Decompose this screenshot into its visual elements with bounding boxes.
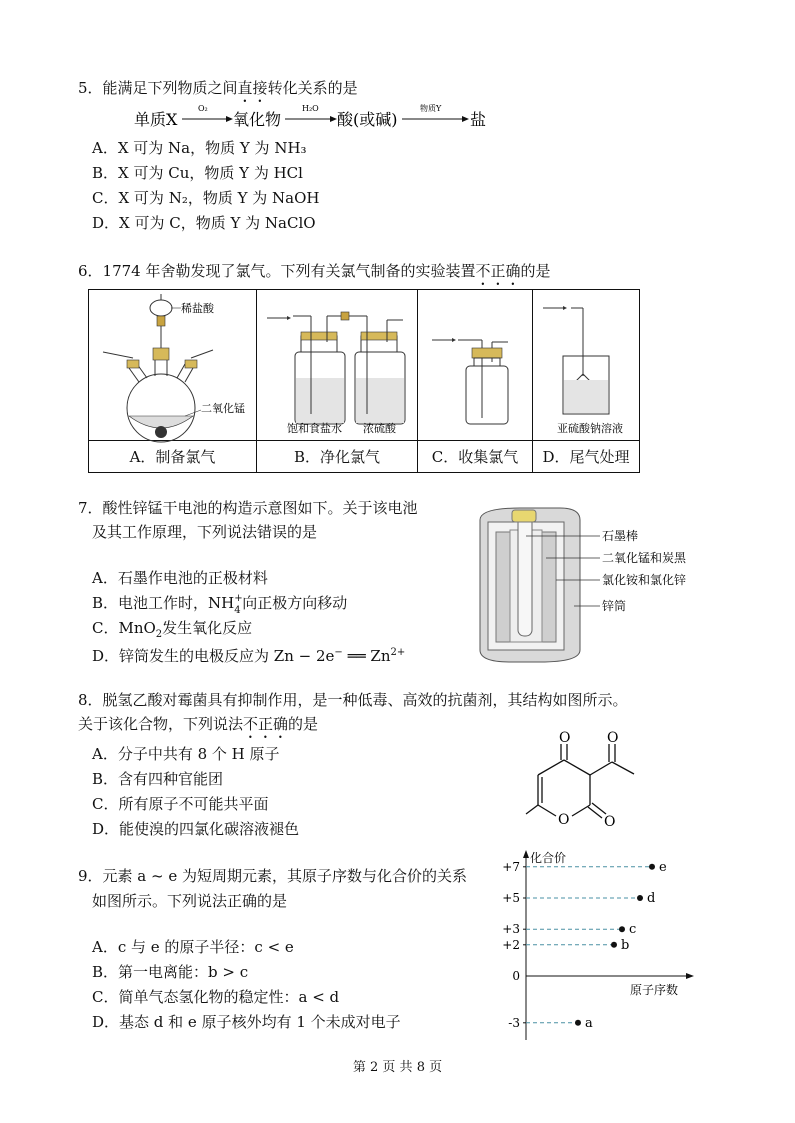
svg-text:酸(或碱): 酸(或碱) bbox=[337, 110, 398, 129]
q7-option-b: B．电池工作时，NH + 4 向正极方向移动 bbox=[92, 593, 348, 616]
y-tick-label: +2 bbox=[502, 937, 520, 952]
q9-option-d: D．基态 d 和 e 原子核外均有 1 个未成对电子 bbox=[92, 1013, 401, 1031]
apparatus-b bbox=[257, 290, 418, 441]
q5-option-d: D．X 可为 C，物质 Y 为 NaClO bbox=[92, 214, 316, 232]
q5-stem: 5．能满足下列物质之间直接转化关系的是 bbox=[78, 79, 358, 97]
q8-option-c: C．所有原子不可能共平面 bbox=[92, 795, 269, 813]
wash-bottles-diagram bbox=[257, 290, 417, 436]
svg-text:亚硫酸钠溶液: 亚硫酸钠溶液 bbox=[557, 422, 623, 435]
y-tick-label: +5 bbox=[502, 891, 520, 905]
q9-stem-line1: 9．元素 a ~ e 为短周期元素，其原子序数与化合价的关系 bbox=[78, 867, 468, 885]
q9-option-c: C．简单气态氢化物的稳定性：a < d bbox=[92, 988, 340, 1006]
label-nh4cl: 氯化铵和氯化锌 bbox=[602, 573, 687, 587]
caption-c: C．收集氯气 bbox=[418, 441, 533, 473]
q6-apparatus-table bbox=[88, 289, 640, 473]
svg-text:O₂: O₂ bbox=[198, 104, 208, 113]
point-e bbox=[649, 864, 655, 870]
q5-option-a: A．X 可为 Na，物质 Y 为 NH₃ bbox=[92, 139, 307, 157]
label-graphite: 石墨棒 bbox=[602, 529, 639, 543]
page-footer: 第 2 页 共 8 页 bbox=[352, 1060, 443, 1075]
y-tick-label: 0 bbox=[512, 969, 520, 983]
caption-a: A．制备氯气 bbox=[89, 441, 257, 473]
caption-b: B．净化氯气 bbox=[257, 441, 418, 473]
svg-text:氧化物: 氧化物 bbox=[233, 110, 282, 129]
q9-stem-line2: 如图所示。下列说法正确的是 bbox=[92, 892, 288, 910]
point-label-e: e bbox=[659, 859, 667, 875]
q8-stem-line1: 8．脱氢乙酸对霉菌具有抑制作用，是一种低毒、高效的抗菌剂，其结构如图所示。 bbox=[78, 691, 628, 709]
q7-option-d: D．锌筒发生的电极反应为 Zn − 2e− ══ $Zn^{2+}$ bbox=[92, 647, 406, 665]
point-label-a: a bbox=[585, 1015, 593, 1031]
point-a bbox=[575, 1020, 581, 1026]
q6-stem: 6．1774 年舍勒发现了氯气。下列有关氯气制备的实验装置不正确的是 bbox=[78, 262, 551, 280]
q8-option-b: B．含有四种官能团 bbox=[92, 770, 224, 788]
point-b bbox=[611, 942, 617, 948]
q9-option-b: B．第一电离能：b > c bbox=[92, 963, 249, 981]
svg-text:浓硫酸: 浓硫酸 bbox=[363, 422, 396, 435]
svg-text:O: O bbox=[559, 730, 571, 746]
svg-text:物质Y: 物质Y bbox=[420, 104, 442, 113]
point-label-d: d bbox=[647, 891, 656, 906]
dehydroacetic-acid-structure bbox=[520, 728, 660, 838]
svg-text:O: O bbox=[558, 812, 570, 828]
flask-diagram bbox=[89, 290, 256, 436]
apparatus-d bbox=[533, 290, 640, 441]
svg-text:H₂O: H₂O bbox=[302, 104, 319, 113]
q5-conversion-chain bbox=[130, 100, 490, 136]
svg-text:饱和食盐水: 饱和食盐水 bbox=[287, 422, 342, 435]
q8-stem-line2: 关于该化合物，下列说法不正确的是 bbox=[78, 715, 319, 733]
y-tick-label: +7 bbox=[502, 859, 520, 874]
y-tick-label: +3 bbox=[502, 922, 520, 937]
q7-stem-line1: 7．酸性锌锰干电池的构造示意图如下。关于该电池 bbox=[78, 499, 418, 517]
point-label-c: c bbox=[629, 922, 637, 938]
svg-text:稀盐酸: 稀盐酸 bbox=[181, 302, 214, 315]
q8-option-d: D．能使溴的四氯化碳溶液褪色 bbox=[92, 820, 300, 838]
q9-option-a: A．c 与 e 的原子半径：c < e bbox=[92, 938, 294, 956]
apparatus-a bbox=[89, 290, 257, 441]
q7-stem-line2: 及其工作原理，下列说法错误的是 bbox=[92, 523, 318, 541]
q7-option-c: C．MnO$_2$发生氧化反应 bbox=[92, 619, 253, 640]
svg-text:O: O bbox=[607, 730, 619, 746]
point-label-b: b bbox=[621, 937, 630, 953]
label-zinc: 锌筒 bbox=[602, 599, 627, 613]
label-mno2: 二氧化锰和炭黑 bbox=[602, 551, 687, 565]
svg-text:二氧化锰: 二氧化锰 bbox=[201, 402, 245, 415]
point-c bbox=[619, 926, 625, 932]
point-d bbox=[637, 895, 643, 901]
caption-d: D．尾气处理 bbox=[533, 441, 640, 473]
q8-option-a: A．分子中共有 8 个 H 原子 bbox=[92, 745, 280, 763]
x-axis-label: 原子序数 bbox=[630, 983, 679, 997]
battery-diagram bbox=[470, 500, 687, 670]
svg-text:单质X: 单质X bbox=[134, 110, 178, 129]
y-tick-label: -3 bbox=[508, 1015, 520, 1030]
q5-option-b: B．X 可为 Cu，物质 Y 为 HCl bbox=[92, 164, 303, 182]
beaker-diagram bbox=[533, 290, 639, 436]
apparatus-c bbox=[418, 290, 533, 441]
q5-option-c: C．X 可为 N₂，物质 Y 为 NaOH bbox=[92, 189, 320, 207]
svg-text:O: O bbox=[604, 814, 616, 830]
y-axis-label: 化合价 bbox=[530, 851, 567, 865]
q7-option-a: A．石墨作电池的正极材料 bbox=[92, 569, 268, 587]
collecting-bottle-diagram bbox=[418, 290, 532, 436]
svg-text:盐: 盐 bbox=[470, 110, 487, 129]
valence-chart bbox=[490, 848, 710, 1048]
